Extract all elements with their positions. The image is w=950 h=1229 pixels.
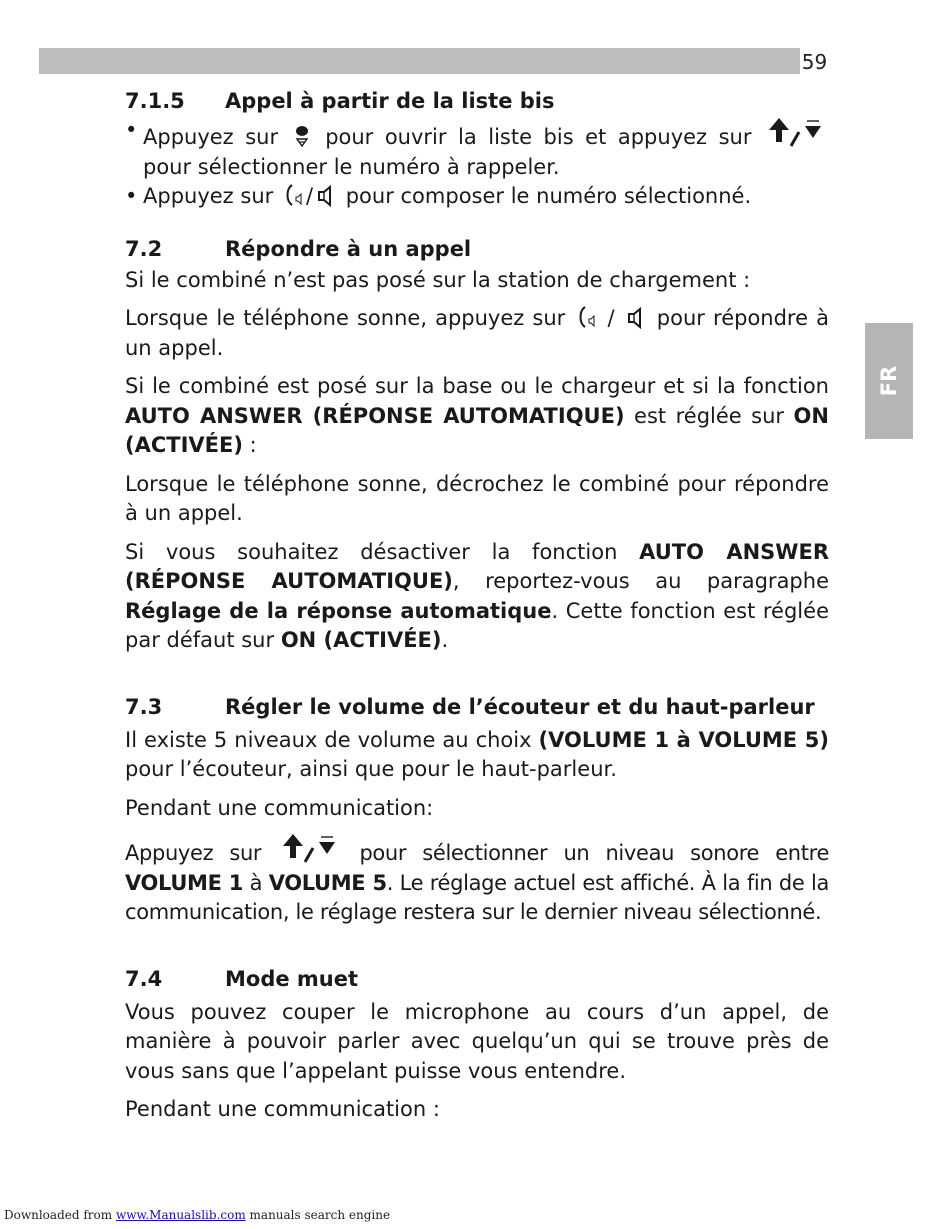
redial-icon (294, 126, 310, 148)
page-content (125, 86, 829, 1125)
paragraph: Vous pouvez couper le microphone au cours d’un appel, de manière à pouvoir parler avec quelqu’un qui se trouve près de vous sans que l’appelant puisse vous entendre. (125, 999, 829, 1083)
section-heading-7-3: 7.3 Régler le volume de l’écouteur et du haut-parleur (125, 694, 815, 719)
section-heading-7-2: 7.2 Répondre à un appel (125, 236, 472, 261)
section-heading-7-1-5: 7.1.5 Appel à partir de la liste bis (125, 89, 555, 113)
paragraph: Il existe 5 niveaux de volume au choix (VOLUME 1 à VOLUME 5) pour l’écouteur, ainsi que pour le haut-parleur. (125, 727, 829, 781)
paragraph: Si le combiné n’est pas posé sur la station de chargement : (125, 267, 751, 292)
up-down-arrows-icon (281, 832, 339, 864)
section-heading-7-4: 7.4 Mode muet (125, 966, 359, 991)
list-item: • Appuyez sur / pour composer le numéro sélectionné. (125, 182, 829, 212)
language-tab-label: FR (877, 365, 901, 397)
paragraph: Si le combiné est posé sur la base ou le chargeur et si la fonction AUTO ANSWER (RÉPONSE AUTOMATIQUE) est réglée sur ON (ACTIVÉE) : (125, 374, 829, 457)
page-number: 59 (801, 50, 828, 74)
paragraph: Pendant une communication : (125, 1097, 440, 1121)
paragraph: Appuyez sur pour sélectionner un niveau sonore entre VOLUME 1 à VOLUME 5. Le réglage actuel est affiché. À la fin de la communication, le réglage restera sur le dernier niveau sélectionné. (125, 832, 829, 928)
talk-icon (577, 305, 599, 329)
paragraph: Lorsque le téléphone sonne, décrochez le combiné pour répondre à un appel. (125, 471, 829, 525)
language-tab (865, 323, 913, 439)
speaker-icon (627, 307, 645, 329)
paragraph: Pendant une communication: (125, 795, 434, 820)
footer: Downloaded from www.Manualslib.com manuals search engine (4, 1208, 391, 1222)
manualslib-link[interactable]: www.Manualslib.com (115, 1208, 246, 1222)
talk-icon (284, 183, 306, 207)
paragraph: Lorsque le téléphone sonne, appuyez sur / pour répondre à un appel. (125, 306, 829, 360)
list-item: • Appuyez sur pour ouvrir la liste bis et appuyez sur pour sélectionner le numéro à rappeler. (125, 116, 829, 182)
bullet-list (125, 116, 829, 212)
paragraph: Si vous souhaitez désactiver la fonction AUTO ANSWER (RÉPONSE AUTOMATIQUE), reportez-vous au paragraphe Réglage de la réponse automatique. Cette fonction est réglée par défaut sur ON (ACTIVÉE). (125, 539, 829, 652)
header-bar (39, 48, 829, 74)
up-down-arrows-icon (767, 116, 825, 148)
speaker-icon (317, 185, 335, 207)
